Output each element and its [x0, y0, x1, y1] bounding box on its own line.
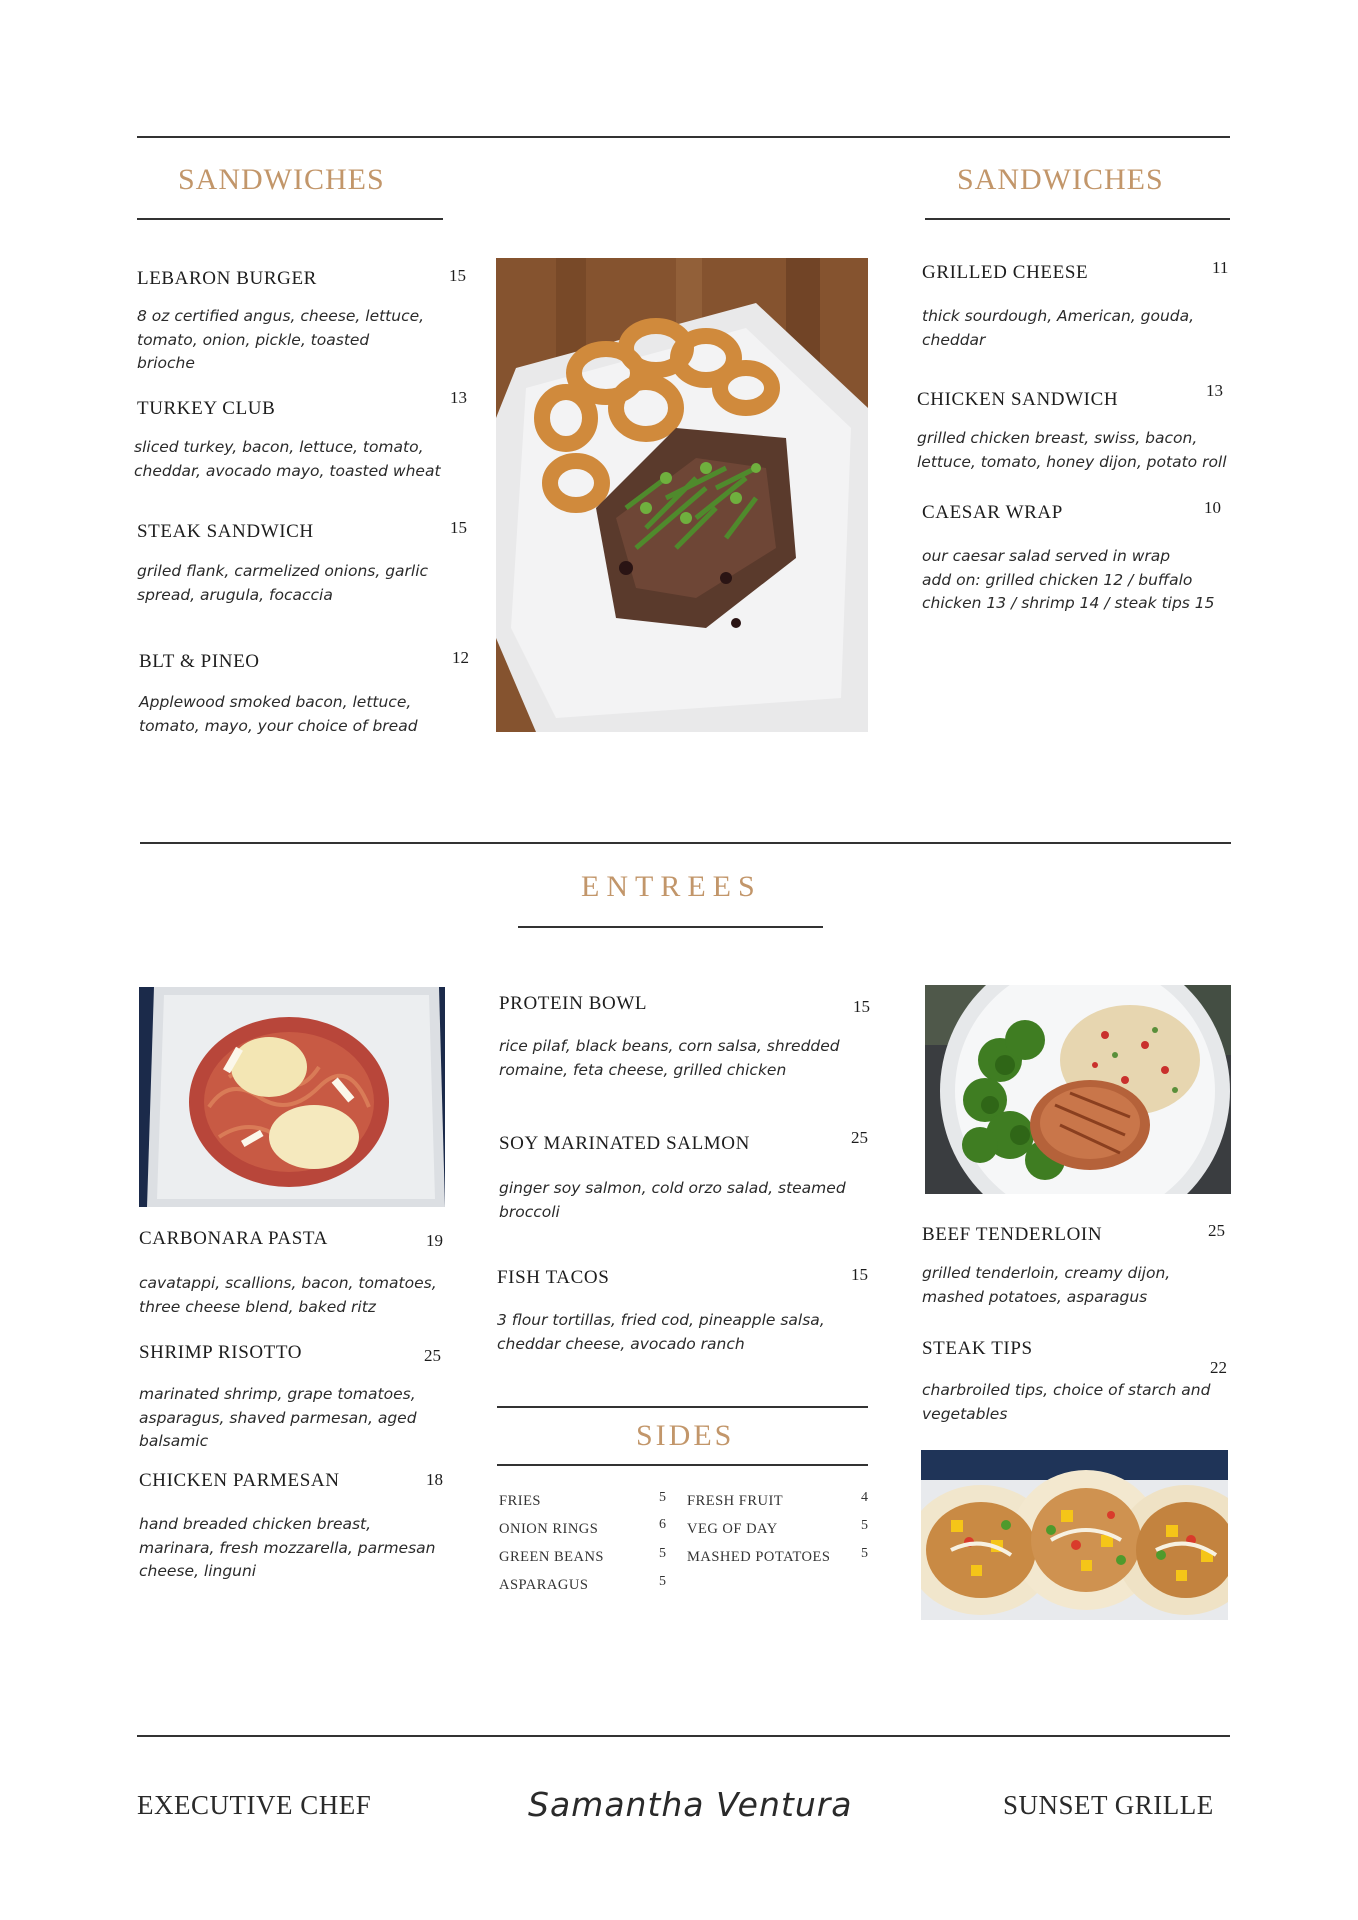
menu-item-price: 15	[450, 518, 467, 537]
side-item-price: 5	[659, 1546, 666, 1561]
menu-item-price: 10	[1204, 498, 1221, 517]
footer-chef-name: Samantha Ventura	[528, 1785, 853, 1824]
menu-item-description: marinated shrimp, grape tomatoes, asparagus, shaved parmesan, aged balsamic	[139, 1385, 417, 1450]
carbonara-pasta-photo	[139, 987, 445, 1207]
menu-item-price: 13	[1206, 381, 1223, 400]
menu-item-price: 15	[449, 266, 466, 285]
side-item-price: 6	[659, 1517, 666, 1532]
sandwiches-left-heading: SANDWICHES	[178, 163, 385, 196]
menu-item-price: 15	[853, 997, 870, 1016]
menu-item-description: 3 flour tortillas, fried cod, pineapple salsa, cheddar cheese, avocado ranch	[497, 1311, 825, 1353]
menu-item-price: 25	[424, 1346, 441, 1365]
menu-item-description: cavatappi, scallions, bacon, tomatoes, three cheese blend, baked ritz	[139, 1274, 437, 1316]
footer-executive-chef: EXECUTIVE CHEF	[137, 1790, 372, 1820]
side-item-name: ONION RINGS	[499, 1521, 599, 1537]
menu-item-description: charbroiled tips, choice of starch and vegetables	[922, 1381, 1211, 1423]
footer-rule	[137, 1735, 1230, 1737]
entrees-heading: ENTREES	[581, 870, 762, 903]
menu-item-description: grilled chicken breast, swiss, bacon, lettuce, tomato, honey dijon, potato roll	[917, 429, 1227, 471]
menu-item-name: PROTEIN BOWL	[499, 993, 648, 1014]
menu-item-name: BLT & PINEO	[139, 651, 260, 672]
entrees-underline	[518, 926, 823, 928]
menu-item-name: STEAK SANDWICH	[137, 521, 314, 542]
menu-item-description: ginger soy salmon, cold orzo salad, steamed broccoli	[499, 1179, 846, 1221]
side-item-price: 5	[659, 1574, 666, 1589]
side-item-name: FRIES	[499, 1493, 541, 1509]
menu-item-name: TURKEY CLUB	[137, 398, 276, 419]
menu-item-name: BEEF TENDERLOIN	[922, 1224, 1103, 1245]
menu-item-price: 19	[426, 1231, 443, 1250]
menu-item-name: CHICKEN PARMESAN	[139, 1470, 340, 1491]
footer-restaurant-name: SUNSET GRILLE	[1003, 1790, 1214, 1820]
menu-item-price: 18	[426, 1470, 443, 1489]
menu-item-price: 12	[452, 648, 469, 667]
menu-item-price: 22	[1210, 1358, 1227, 1377]
side-item-name: MASHED POTATOES	[687, 1549, 831, 1565]
menu-item-name: FISH TACOS	[497, 1267, 610, 1288]
sides-underline	[497, 1464, 868, 1466]
sandwiches-left-underline	[137, 218, 443, 220]
chicken-broccoli-plate-photo	[925, 985, 1231, 1194]
side-item-price: 5	[861, 1546, 868, 1561]
menu-item-price: 25	[1208, 1221, 1225, 1240]
menu-item-description: rice pilaf, black beans, corn salsa, shredded romaine, feta cheese, grilled chicken	[499, 1037, 840, 1079]
side-item-name: FRESH FRUIT	[687, 1493, 784, 1509]
sandwiches-right-underline	[925, 218, 1230, 220]
side-item-name: ASPARAGUS	[499, 1577, 589, 1593]
menu-item-price: 15	[851, 1265, 868, 1284]
menu-item-description: 8 oz certified angus, cheese, lettuce, tomato, onion, pickle, toasted brioche	[137, 307, 425, 372]
menu-item-price: 11	[1212, 258, 1229, 277]
menu-item-name: LEBARON BURGER	[137, 268, 317, 289]
menu-item-name: CARBONARA PASTA	[139, 1228, 328, 1249]
menu-item-name: SHRIMP RISOTTO	[139, 1342, 303, 1363]
side-item-price: 5	[659, 1490, 666, 1505]
side-item-price: 4	[861, 1490, 868, 1505]
fish-tacos-photo	[921, 1450, 1228, 1620]
menu-item-description: Applewood smoked bacon, lettuce, tomato, mayo, your choice of bread	[139, 693, 418, 735]
menu-item-name: CAESAR WRAP	[922, 502, 1063, 523]
menu-item-name: SOY MARINATED SALMON	[499, 1133, 750, 1154]
menu-item-description: thick sourdough, American, gouda, cheddar	[922, 307, 1195, 349]
menu-item-name: STEAK TIPS	[922, 1338, 1033, 1359]
menu-item-price: 13	[450, 388, 467, 407]
menu-item-description: our caesar salad served in wrap add on: grilled chicken 12 / buffalo chicken 13 / shrimp 14 / steak tips 15	[922, 547, 1215, 612]
sides-heading: SIDES	[636, 1419, 735, 1452]
menu-item-name: CHICKEN SANDWICH	[917, 389, 1119, 410]
side-item-name: VEG OF DAY	[687, 1521, 778, 1537]
side-item-price: 5	[861, 1518, 868, 1533]
side-item-name: GREEN BEANS	[499, 1549, 604, 1565]
sides-top-rule	[497, 1406, 868, 1408]
menu-item-description: griled flank, carmelized onions, garlic spread, arugula, focaccia	[137, 562, 429, 604]
menu-item-name: GRILLED CHEESE	[922, 262, 1089, 283]
menu-item-price: 25	[851, 1128, 868, 1147]
menu-item-description: hand breaded chicken breast, marinara, fresh mozzarella, parmesan cheese, linguni	[139, 1515, 436, 1580]
menu-item-description: grilled tenderloin, creamy dijon, mashed potatoes, asparagus	[922, 1264, 1171, 1306]
entrees-top-rule	[140, 842, 1231, 844]
sandwiches-right-heading: SANDWICHES	[957, 163, 1164, 196]
top-rule	[137, 136, 1230, 138]
steak-sandwich-photo	[496, 258, 868, 732]
menu-item-description: sliced turkey, bacon, lettuce, tomato, cheddar, avocado mayo, toasted wheat	[134, 438, 441, 480]
